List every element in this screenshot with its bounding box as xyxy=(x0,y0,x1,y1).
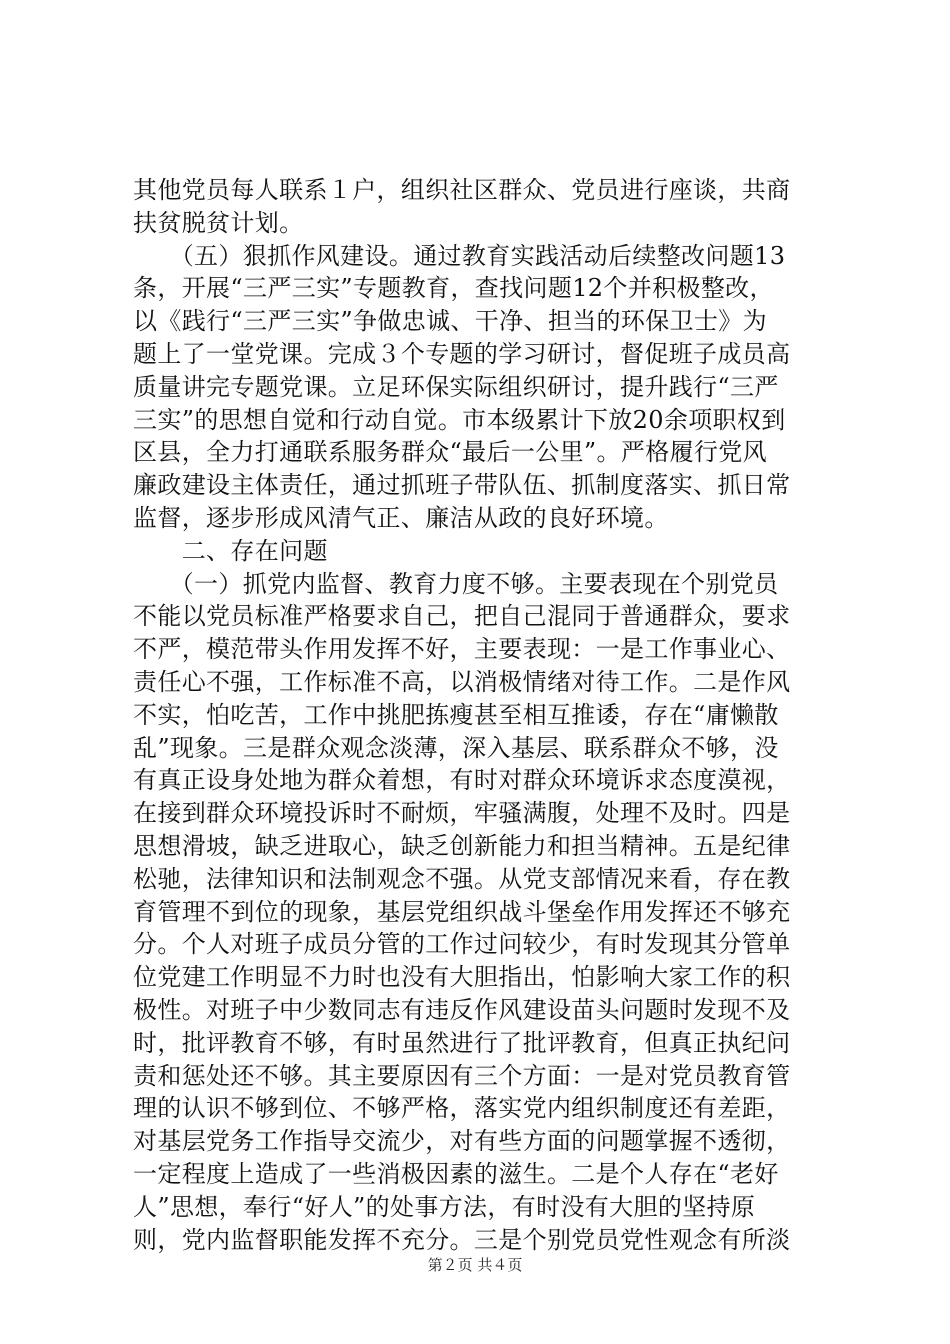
text-line: 二、存在问题 xyxy=(133,536,328,565)
text-line: 思想滑坡，缺乏进取心，缺乏创新能力和担当精神。五是纪律 xyxy=(133,831,791,860)
text-line: 人”思想，奉行“好人”的处事方法，有时没有大胆的坚持原 xyxy=(133,1192,756,1221)
text-line: 责任心不强，工作标准不高，以消极情绪对待工作。二是作风 xyxy=(133,667,791,696)
text-line: （一）抓党内监督、教育力度不够。主要表现在个别党员 xyxy=(133,569,779,598)
text-line: 分。个人对班子成员分管的工作过问较少，有时发现其分管单 xyxy=(133,930,791,959)
text-line: 廉政建设主体责任，通过抓班子带队伍、抓制度落实、抓日常 xyxy=(133,471,791,500)
text-line: 区县，全力打通联系服务群众“最后一公里”。严格履行党风 xyxy=(133,438,767,467)
text-line: 责和惩处还不够。其主要原因有三个方面：一是对党员教育管 xyxy=(133,1061,791,1090)
text-line: 一定程度上造成了一些消极因素的滋生。二是个人存在“老好 xyxy=(133,1159,779,1188)
text-line: 质量讲完专题党课。立足环保实际组织研讨，提升践行“三严 xyxy=(133,372,779,401)
text-line: 理的认识不够到位、不够严格，落实党内组织制度还有差距， xyxy=(133,1094,791,1123)
text-line: 乱”现象。三是群众观念淡薄，深入基层、联系群众不够，没 xyxy=(133,733,779,762)
text-line: 三实”的思想自觉和行动自觉。市本级累计下放20余项职权到 xyxy=(133,405,786,434)
text-line: 有真正设身处地为群众着想，有时对群众环境诉求态度漠视， xyxy=(133,766,791,795)
page-number-footer: 第２页 共４页 xyxy=(427,1256,523,1274)
text-line: 位党建工作明显不力时也没有大胆指出，怕影响大家工作的积 xyxy=(133,963,791,992)
text-line: 不实，怕吃苦，工作中挑肥拣瘦甚至相互推诿，存在“庸懒散 xyxy=(133,700,779,729)
text-line: 监督，逐步形成风清气正、廉洁从政的良好环境。 xyxy=(133,503,669,532)
text-line: 则，党内监督职能发挥不充分。三是个别党员党性观念有所淡 xyxy=(133,1225,791,1254)
text-line: 育管理不到位的现象，基层党组织战斗堡垒作用发挥还不够充 xyxy=(133,897,791,926)
text-line: 极性。对班子中少数同志有违反作风建设苗头问题时发现不及 xyxy=(133,995,791,1024)
text-line: 对基层党务工作指导交流少，对有些方面的问题掌握不透彻， xyxy=(133,1127,791,1156)
text-line: 其他党员每人联系１户，组织社区群众、党员进行座谈，共商 xyxy=(133,176,791,204)
text-line: 条，开展“三严三实”专题教育，查找问题12个并积极整改， xyxy=(133,274,774,303)
document-body xyxy=(133,174,833,1256)
text-line: 扶贫脱贫计划。 xyxy=(133,208,304,237)
text-line: 以《践行“三严三实”争做忠诚、干净、担当的环保卫士》为 xyxy=(133,307,767,336)
text-line: 时，批评教育不够，有时虽然进行了批评教育，但真正执纪问 xyxy=(133,1028,791,1057)
text-line: 不能以党员标准严格要求自己，把自己混同于普通群众，要求 xyxy=(133,602,791,631)
text-line: 在接到群众环境投诉时不耐烦，牢骚满腹，处理不及时。四是 xyxy=(133,799,791,828)
text-line: （五）狠抓作风建设。通过教育实践活动后续整改问题13 xyxy=(133,241,786,270)
text-line: 不严，模范带头作用发挥不好，主要表现：一是工作事业心、 xyxy=(133,635,791,664)
text-line: 松驰，法律知识和法制观念不强。从党支部情况来看，存在教 xyxy=(133,864,791,893)
text-line: 题上了一堂党课。完成３个专题的学习研讨，督促班子成员高 xyxy=(133,339,791,368)
